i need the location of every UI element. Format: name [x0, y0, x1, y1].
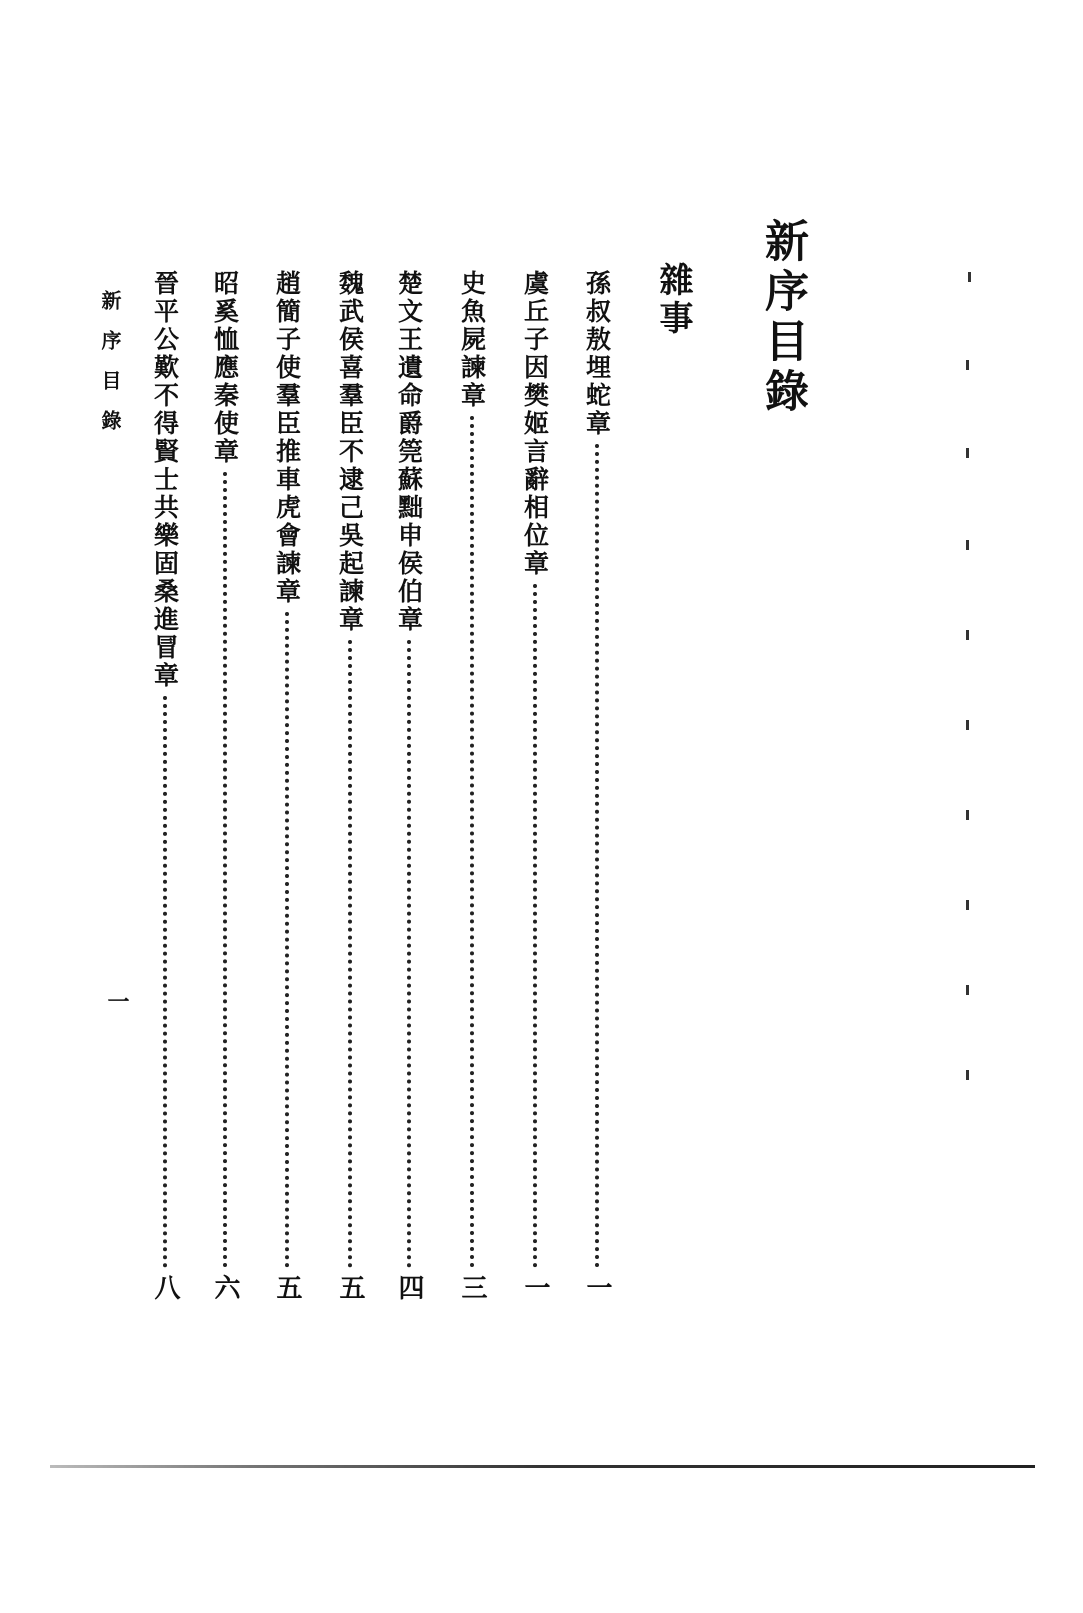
toc-entry-page: 一: [582, 1274, 612, 1300]
toc-entry: [333, 270, 367, 1300]
scan-speck: [966, 810, 969, 820]
toc-entry-title: 晉平公歎不得賢士共樂固桑進冒章: [150, 270, 180, 690]
toc-entry-title: 趙簡子使羣臣推車虎會諫章: [272, 270, 302, 606]
dot-leader: [285, 612, 289, 1268]
dot-leader: [470, 416, 474, 1268]
scan-speck: [966, 985, 969, 995]
toc-entry-page: 五: [335, 1274, 365, 1300]
toc-entry-page: 三: [457, 1274, 487, 1300]
folio: 一: [104, 990, 130, 1012]
toc-entry: [270, 270, 304, 1300]
toc-entry-title: 魏武侯喜羣臣不逮己吳起諫章: [335, 270, 365, 634]
scan-speck: [966, 630, 969, 640]
toc-entry: [455, 270, 489, 1300]
scan-speck: [966, 360, 969, 370]
toc-entry: [392, 270, 426, 1300]
scan-speck: [966, 540, 969, 550]
dot-leader: [163, 696, 167, 1268]
toc-entry-title: 史魚屍諫章: [457, 270, 487, 410]
toc-entry-page: 一: [520, 1274, 550, 1300]
book-title: 新序目錄: [757, 218, 808, 418]
toc-entry-page: 四: [394, 1274, 424, 1300]
scan-speck: [966, 1070, 969, 1080]
dot-leader: [533, 584, 537, 1268]
toc-entry: [148, 270, 182, 1300]
toc-entry: [580, 270, 614, 1300]
bottom-rule: [50, 1465, 1035, 1468]
scan-speck: [968, 272, 971, 282]
toc-entry-title: 楚文王遺命爵筦蘇黜申侯伯章: [394, 270, 424, 634]
dot-leader: [223, 472, 227, 1268]
dot-leader: [348, 640, 352, 1268]
toc-entry: [518, 270, 552, 1300]
section-heading: 雜事: [653, 262, 693, 338]
toc-entry-title: 孫叔敖埋蛇章: [582, 270, 612, 438]
toc-entry-title: 虞丘子因樊姬言辭相位章: [520, 270, 550, 578]
toc-entry: [208, 270, 242, 1300]
dot-leader: [595, 444, 599, 1268]
toc-entry-page: 六: [210, 1274, 240, 1300]
toc-entry-page: 八: [150, 1274, 180, 1300]
toc-entry-title: 昭奚恤應秦使章: [210, 270, 240, 466]
running-head: 新序目錄: [98, 290, 122, 450]
toc-entry-page: 五: [272, 1274, 302, 1300]
dot-leader: [407, 640, 411, 1268]
scan-speck: [966, 448, 969, 458]
scan-speck: [966, 900, 969, 910]
scan-speck: [966, 720, 969, 730]
